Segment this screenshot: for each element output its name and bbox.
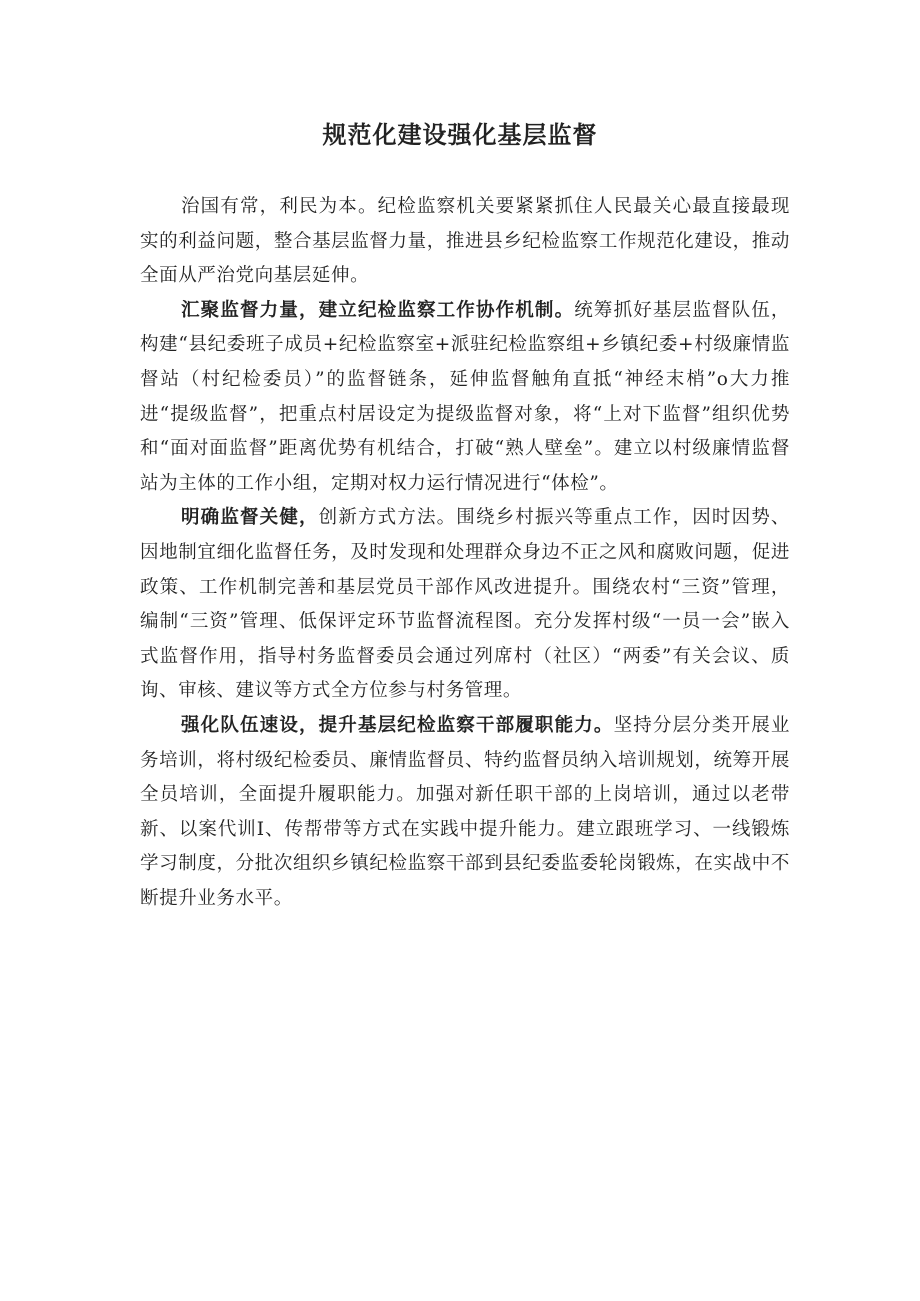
paragraph-lead: 明确监督关健， (181, 507, 319, 529)
document-body (140, 190, 790, 916)
paragraph-text: 坚持分层分类开展业务培训，将村级纪检委员、廉情监督员、特约监督员纳入培训规划，统筹开展全员培训，全面提升履职能力。加强对新任职干部的上岗培训，通过以老带新、以案代训I、传帮带等方式在实践中提升能力。建立跟班学习、一线锻炼学习制度，分批次组织乡镇纪检监察干部到县纪委监委轮岗锻炼，在实战中不断提升业务水平。 (140, 714, 790, 909)
paragraph-mechanism (140, 294, 790, 502)
paragraph-intro (140, 190, 790, 294)
paragraph-methods (140, 501, 790, 709)
document-title: 规范化建设强化基层监督 (322, 120, 598, 149)
paragraph-team (140, 709, 790, 917)
paragraph-lead: 强化队伍速设，提升基层纪检监察干部履职能力。 (181, 714, 614, 736)
paragraph-text: 治国有常，利民为本。纪检监察机关要紧紧抓住人民最关心最直接最现实的利益问题，整合基层监督力量，推进县乡纪检监察工作规范化建设，推动全面从严治党向基层延伸。 (140, 196, 790, 287)
paragraph-text: 创新方式方法。围绕乡村振兴等重点工作，因时因势、因地制宜细化监督任务，及时发现和处理群众身边不正之风和腐败问题，促进政策、工作机制完善和基层党员干部作风改进提升。围绕农村“三资”管理，编制“三资”管理、低保评定环节监督流程图。充分发挥村级“一员一会”嵌入式监督作用，指导村务监督委员会通过列席村（社区）“两委”有关会议、质询、审核、建议等方式全方位参与村务管理。 (140, 507, 791, 702)
paragraph-lead: 汇聚监督力量，建立纪检监察工作协作机制。 (181, 299, 575, 321)
paragraph-text: 统筹抓好基层监督队伍，构建“县纪委班子成员+纪检监察室+派驻纪检监察组+乡镇纪委+村级廉情监督站（村纪检委员）”的监督链条，延伸监督触角直抵“神经末梢”o大力推进“提级监督”，把重点村居设定为提级监督对象，将“上对下监督”组织优势和“面对面监督”距离优势有机结合，打破“熟人壁垒”。建立以村级廉情监督站为主体的工作小组，定期对权力运行情况进行“体检”。 (140, 299, 790, 494)
